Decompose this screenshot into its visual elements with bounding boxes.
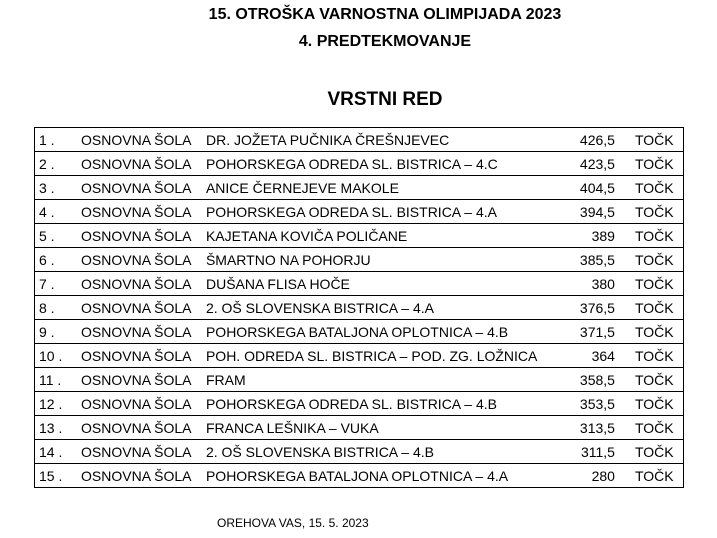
points-cell: 404,5 <box>554 176 619 200</box>
school-name-cell: KAJETANA KOVIČA POLIČANE <box>206 224 554 248</box>
ranking-table-body <box>35 128 684 488</box>
unit-cell: TOČK <box>619 344 684 368</box>
school-type-cell: OSNOVNA ŠOLA <box>81 392 206 416</box>
school-type-cell: OSNOVNA ŠOLA <box>81 128 206 152</box>
table-row <box>35 440 684 464</box>
school-name-cell: ANICE ČERNEJEVE MAKOLE <box>206 176 554 200</box>
section-heading: VRSTNI RED <box>327 89 443 110</box>
school-type-cell: OSNOVNA ŠOLA <box>81 224 206 248</box>
unit-cell: TOČK <box>619 464 684 488</box>
points-cell: 364 <box>554 344 619 368</box>
school-name-cell: POHORSKEGA BATALJONA OPLOTNICA – 4.A <box>206 464 554 488</box>
table-row <box>35 272 684 296</box>
rank-cell: 10 . <box>35 344 82 368</box>
points-cell: 376,5 <box>554 296 619 320</box>
unit-cell: TOČK <box>619 440 684 464</box>
school-type-cell: OSNOVNA ŠOLA <box>81 200 206 224</box>
unit-cell: TOČK <box>619 128 684 152</box>
school-type-cell: OSNOVNA ŠOLA <box>81 272 206 296</box>
points-cell: 394,5 <box>554 200 619 224</box>
unit-cell: TOČK <box>619 392 684 416</box>
points-cell: 311,5 <box>554 440 619 464</box>
points-cell: 423,5 <box>554 152 619 176</box>
points-cell: 280 <box>554 464 619 488</box>
rank-cell: 14 . <box>35 440 82 464</box>
unit-cell: TOČK <box>619 152 684 176</box>
school-name-cell: 2. OŠ SLOVENSKA BISTRICA – 4.B <box>206 440 554 464</box>
unit-cell: TOČK <box>619 296 684 320</box>
document-title: 15. OTROŠKA VARNOSTNA OLIMPIJADA 2023 <box>208 6 562 23</box>
school-type-cell: OSNOVNA ŠOLA <box>81 296 206 320</box>
school-name-cell: DUŠANA FLISA HOČE <box>206 272 554 296</box>
place-and-date: OREHOVA VAS, 15. 5. 2023 <box>217 516 369 530</box>
table-row <box>35 464 684 488</box>
school-name-cell: ŠMARTNO NA POHORJU <box>206 248 554 272</box>
school-name-cell: POHORSKEGA ODREDA SL. BISTRICA – 4.A <box>206 200 554 224</box>
table-row <box>35 152 684 176</box>
table-row <box>35 176 684 200</box>
school-name-cell: FRANCA LEŠNIKA – VUKA <box>206 416 554 440</box>
rank-cell: 7 . <box>35 272 82 296</box>
points-cell: 380 <box>554 272 619 296</box>
rank-cell: 2 . <box>35 152 82 176</box>
school-type-cell: OSNOVNA ŠOLA <box>81 464 206 488</box>
school-type-cell: OSNOVNA ŠOLA <box>81 344 206 368</box>
unit-cell: TOČK <box>619 272 684 296</box>
points-cell: 426,5 <box>554 128 619 152</box>
unit-cell: TOČK <box>619 416 684 440</box>
document-subtitle: 4. PREDTEKMOVANJE <box>298 33 472 50</box>
school-name-cell: DR. JOŽETA PUČNIKA ČREŠNJEVEC <box>206 128 554 152</box>
rank-cell: 15 . <box>35 464 82 488</box>
unit-cell: TOČK <box>619 200 684 224</box>
unit-cell: TOČK <box>619 176 684 200</box>
rank-cell: 1 . <box>35 128 82 152</box>
points-cell: 385,5 <box>554 248 619 272</box>
school-name-cell: FRAM <box>206 368 554 392</box>
points-cell: 353,5 <box>554 392 619 416</box>
ranking-table <box>34 127 684 488</box>
points-cell: 389 <box>554 224 619 248</box>
rank-cell: 4 . <box>35 200 82 224</box>
points-cell: 313,5 <box>554 416 619 440</box>
unit-cell: TOČK <box>619 368 684 392</box>
table-row <box>35 296 684 320</box>
rank-cell: 13 . <box>35 416 82 440</box>
unit-cell: TOČK <box>619 320 684 344</box>
points-cell: 371,5 <box>554 320 619 344</box>
unit-cell: TOČK <box>619 248 684 272</box>
school-name-cell: POH. ODREDA SL. BISTRICA – POD. ZG. LOŽNICA <box>206 344 554 368</box>
rank-cell: 5 . <box>35 224 82 248</box>
rank-cell: 3 . <box>35 176 82 200</box>
school-type-cell: OSNOVNA ŠOLA <box>81 440 206 464</box>
table-row <box>35 200 684 224</box>
points-cell: 358,5 <box>554 368 619 392</box>
table-row <box>35 368 684 392</box>
table-row <box>35 344 684 368</box>
school-name-cell: POHORSKEGA ODREDA SL. BISTRICA – 4.C <box>206 152 554 176</box>
school-name-cell: 2. OŠ SLOVENSKA BISTRICA – 4.A <box>206 296 554 320</box>
table-row <box>35 416 684 440</box>
rank-cell: 12 . <box>35 392 82 416</box>
rank-cell: 6 . <box>35 248 82 272</box>
table-row <box>35 248 684 272</box>
school-name-cell: POHORSKEGA ODREDA SL. BISTRICA – 4.B <box>206 392 554 416</box>
rank-cell: 11 . <box>35 368 82 392</box>
rank-cell: 9 . <box>35 320 82 344</box>
school-type-cell: OSNOVNA ŠOLA <box>81 368 206 392</box>
school-type-cell: OSNOVNA ŠOLA <box>81 176 206 200</box>
table-row <box>35 320 684 344</box>
school-type-cell: OSNOVNA ŠOLA <box>81 248 206 272</box>
school-type-cell: OSNOVNA ŠOLA <box>81 320 206 344</box>
unit-cell: TOČK <box>619 224 684 248</box>
table-row <box>35 392 684 416</box>
school-name-cell: POHORSKEGA BATALJONA OPLOTNICA – 4.B <box>206 320 554 344</box>
school-type-cell: OSNOVNA ŠOLA <box>81 152 206 176</box>
table-row <box>35 128 684 152</box>
rank-cell: 8 . <box>35 296 82 320</box>
school-type-cell: OSNOVNA ŠOLA <box>81 416 206 440</box>
table-row <box>35 224 684 248</box>
